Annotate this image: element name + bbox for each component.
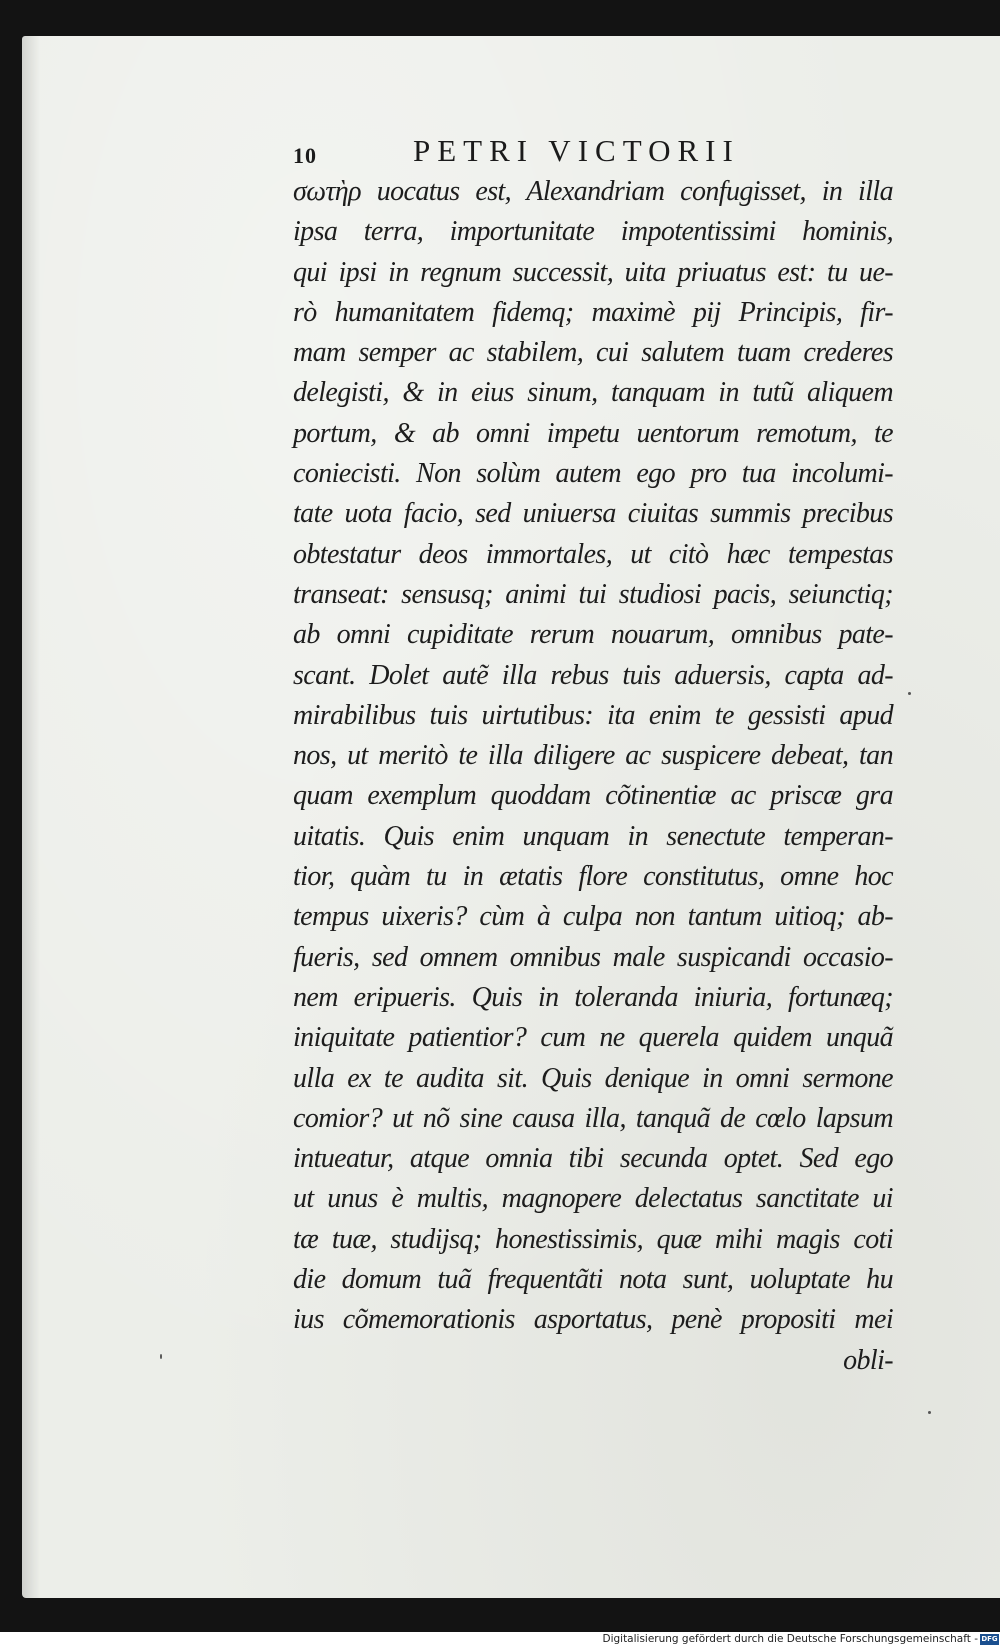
- text-line: fueris, sed omnem omnibus male suspicandi occasio-: [293, 941, 893, 973]
- text-line: quam exemplum quoddam cõtinentiæ ac priscæ gra: [293, 780, 893, 812]
- text-line: ab omni cupiditate rerum nouarum, omnibus pate-: [293, 619, 893, 651]
- text-line: nos, ut meritò te illa diligere ac suspicere debeat, tan: [293, 740, 893, 772]
- text-line: σωτὴρ uocatus est, Alexandriam confugisset, in illa: [293, 176, 893, 207]
- text-line: transeat: sensusq; animi tui studiosi pacis, seiunctiq;: [293, 578, 893, 610]
- text-line: iniquitate patientior? cum ne querela quidem unquã: [293, 1022, 893, 1054]
- text-line: portum, & ab omni impetu uentorum remotum, te: [293, 417, 893, 449]
- text-line: intueatur, atque omnia tibi secunda optet. Sed ego: [293, 1143, 893, 1175]
- text-line: scant. Dolet autẽ illa rebus tuis aduersis, capta ad-: [293, 659, 893, 691]
- text-line: coniecisti. Non solùm autem ego pro tua incolumi-: [293, 458, 893, 490]
- text-line: tior, quàm tu in ætatis flore constitutus, omne hoc: [293, 861, 893, 893]
- funding-credit: Digitalisierung gefördert durch die Deutsche Forschungsgemeinschaft -: [602, 1633, 978, 1645]
- text-line: comior? ut nõ sine causa illa, tanquã de cœlo lapsum: [293, 1102, 893, 1134]
- text-line: ulla ex te audita sit. Quis denique in omni sermone: [293, 1062, 893, 1094]
- text-line: rò humanitatem fidemq; maximè pij Principis, fir-: [293, 296, 893, 328]
- text-line: obli-: [843, 1344, 893, 1376]
- paper-speck: [928, 1411, 931, 1414]
- text-line: ipsa terra, importunitate impotentissimi hominis,: [293, 216, 893, 248]
- running-title: PETRI VICTORII: [413, 133, 740, 168]
- page-number: 10: [293, 143, 317, 168]
- text-line: delegisti, & in eius sinum, tanquam in tutũ aliquem: [293, 377, 893, 409]
- dfg-logo: DFG: [981, 1635, 998, 1643]
- text-line: nem eripueris. Quis in toleranda iniuria, fortunæq;: [293, 981, 893, 1013]
- running-head: [293, 133, 813, 173]
- text-line: mam semper ac stabilem, cui salutem tuam crederes: [293, 337, 893, 369]
- digitization-footer: [0, 1632, 1000, 1648]
- text-line: ut unus è multis, magnopere delectatus sanctitate ui: [293, 1183, 893, 1215]
- text-line: uitatis. Quis enim unquam in senectute temperan-: [293, 820, 893, 852]
- text-line: ius cõmemorationis asportatus, penè propositi mei: [293, 1304, 893, 1336]
- text-line: tate uota facio, sed uniuersa ciuitas summis precibus: [293, 498, 893, 530]
- paper-speck: [908, 692, 911, 695]
- text-line: qui ipsi in regnum successit, uita priuatus est: tu ue-: [293, 256, 893, 288]
- text-line: mirabilibus tuis uirtutibus: ita enim te gessisti apud: [293, 699, 893, 731]
- spine-shadow: [22, 36, 40, 1598]
- text-line: tempus uixeris? cùm à culpa non tantum uitioq; ab-: [293, 901, 893, 933]
- body-text: [293, 172, 893, 1381]
- paper-speck: [160, 1354, 162, 1359]
- text-line: die domum tuã frequentãti nota sunt, uoluptate hu: [293, 1264, 893, 1296]
- text-line: obtestatur deos immortales, ut citò hæc tempestas: [293, 538, 893, 570]
- text-line: tæ tuæ, studijsq; honestissimis, quæ mihi magis coti: [293, 1223, 893, 1255]
